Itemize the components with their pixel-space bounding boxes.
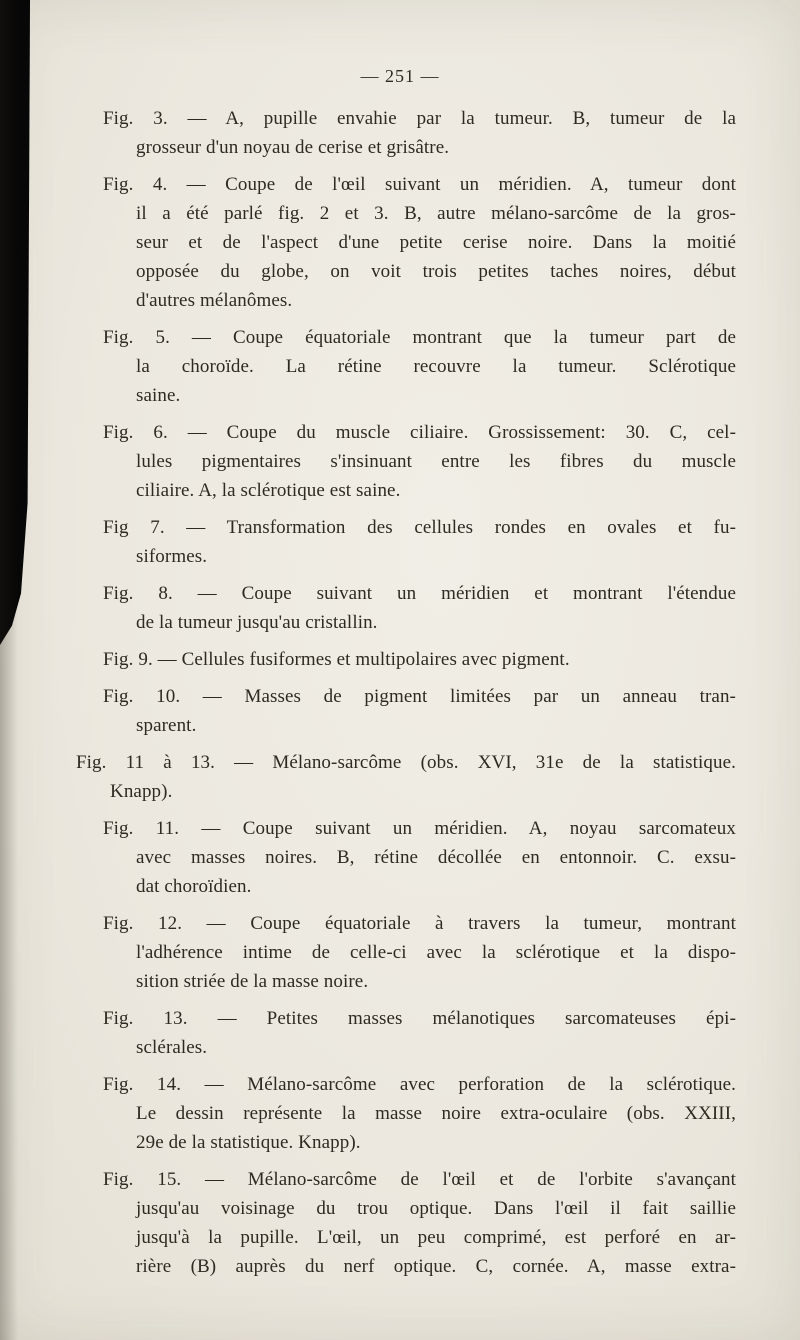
caption-line: Fig. 12. — Coupe équatoriale à travers la tumeur, montrant bbox=[103, 913, 736, 934]
caption-line: Fig. 11 à 13. — Mélano-sarcôme (obs. XVI, 31e de la statistique. bbox=[76, 752, 736, 773]
caption-line: Fig. 11. — Coupe suivant un méridien. A, noyau sarcomateux bbox=[103, 818, 736, 839]
figure-caption bbox=[103, 645, 736, 674]
caption-line: opposée du globe, on voit trois petites taches noires, début bbox=[136, 261, 736, 282]
caption-line: rière (B) auprès du nerf optique. C, cornée. A, masse extra- bbox=[136, 1256, 736, 1277]
caption-line: Knapp). bbox=[110, 781, 173, 802]
caption-line: d'autres mélanômes. bbox=[136, 290, 293, 311]
caption-line: Fig. 3. — A, pupille envahie par la tumeur. B, tumeur de la bbox=[103, 108, 736, 129]
caption-line: sclérales. bbox=[136, 1037, 208, 1058]
figure-captions-list bbox=[76, 104, 736, 1289]
caption-line: jusqu'à la pupille. L'œil, un peu comprimé, est perforé en ar- bbox=[136, 1227, 736, 1248]
caption-line: Fig. 8. — Coupe suivant un méridien et montrant l'étendue bbox=[103, 583, 736, 604]
caption-line: Fig. 15. — Mélano-sarcôme de l'œil et de l'orbite s'avançant bbox=[103, 1169, 736, 1190]
figure-caption bbox=[103, 104, 736, 162]
caption-line: Fig. 6. — Coupe du muscle ciliaire. Grossissement: 30. C, cel- bbox=[103, 422, 736, 443]
figure-caption bbox=[103, 323, 736, 410]
figure-caption bbox=[103, 682, 736, 740]
caption-line: Le dessin représente la masse noire extra-oculaire (obs. XXIII, bbox=[136, 1103, 736, 1124]
figure-caption bbox=[103, 814, 736, 901]
figure-caption bbox=[103, 909, 736, 996]
figure-caption bbox=[103, 513, 736, 571]
caption-line: dat choroïdien. bbox=[136, 876, 252, 897]
caption-line: saine. bbox=[136, 385, 181, 406]
caption-line: il a été parlé fig. 2 et 3. B, autre mélano-sarcôme de la gros- bbox=[136, 203, 736, 224]
caption-line: lules pigmentaires s'insinuant entre les fibres du muscle bbox=[136, 451, 736, 472]
caption-line: l'adhérence intime de celle-ci avec la sclérotique et la dispo- bbox=[136, 942, 736, 963]
caption-line: ciliaire. A, la sclérotique est saine. bbox=[136, 480, 401, 501]
caption-line: de la tumeur jusqu'au cristallin. bbox=[136, 612, 378, 633]
caption-line: 29e de la statistique. Knapp). bbox=[136, 1132, 361, 1153]
figure-caption bbox=[76, 748, 736, 806]
caption-line: Fig. 9. — Cellules fusiformes et multipolaires avec pigment. bbox=[103, 649, 570, 670]
caption-line: sition striée de la masse noire. bbox=[136, 971, 369, 992]
caption-line: Fig. 13. — Petites masses mélanotiques sarcomateuses épi- bbox=[103, 1008, 736, 1029]
caption-line: sparent. bbox=[136, 715, 197, 736]
caption-line: siformes. bbox=[136, 546, 208, 567]
scan-edge-shadow bbox=[0, 0, 30, 645]
figure-caption bbox=[103, 418, 736, 505]
figure-caption bbox=[103, 170, 736, 315]
caption-line: Fig. 10. — Masses de pigment limitées par un anneau tran- bbox=[103, 686, 736, 707]
caption-line: jusqu'au voisinage du trou optique. Dans l'œil il fait saillie bbox=[136, 1198, 736, 1219]
caption-line: Fig. 4. — Coupe de l'œil suivant un méridien. A, tumeur dont bbox=[103, 174, 736, 195]
figure-caption bbox=[103, 579, 736, 637]
caption-line: Fig. 5. — Coupe équatoriale montrant que la tumeur part de bbox=[103, 327, 736, 348]
caption-line: la choroïde. La rétine recouvre la tumeur. Sclérotique bbox=[136, 356, 736, 377]
page-number: — 251 — bbox=[360, 66, 440, 86]
figure-caption bbox=[103, 1004, 736, 1062]
figure-caption bbox=[103, 1165, 736, 1281]
caption-line: avec masses noires. B, rétine décollée en entonnoir. C. exsu- bbox=[136, 847, 736, 868]
caption-line: Fig. 14. — Mélano-sarcôme avec perforation de la sclérotique. bbox=[103, 1074, 736, 1095]
caption-line: grosseur d'un noyau de cerise et grisâtre. bbox=[136, 137, 450, 158]
caption-line: seur et de l'aspect d'une petite cerise noire. Dans la moitié bbox=[136, 232, 736, 253]
figure-caption bbox=[103, 1070, 736, 1157]
caption-line: Fig 7. — Transformation des cellules rondes en ovales et fu- bbox=[103, 517, 736, 538]
